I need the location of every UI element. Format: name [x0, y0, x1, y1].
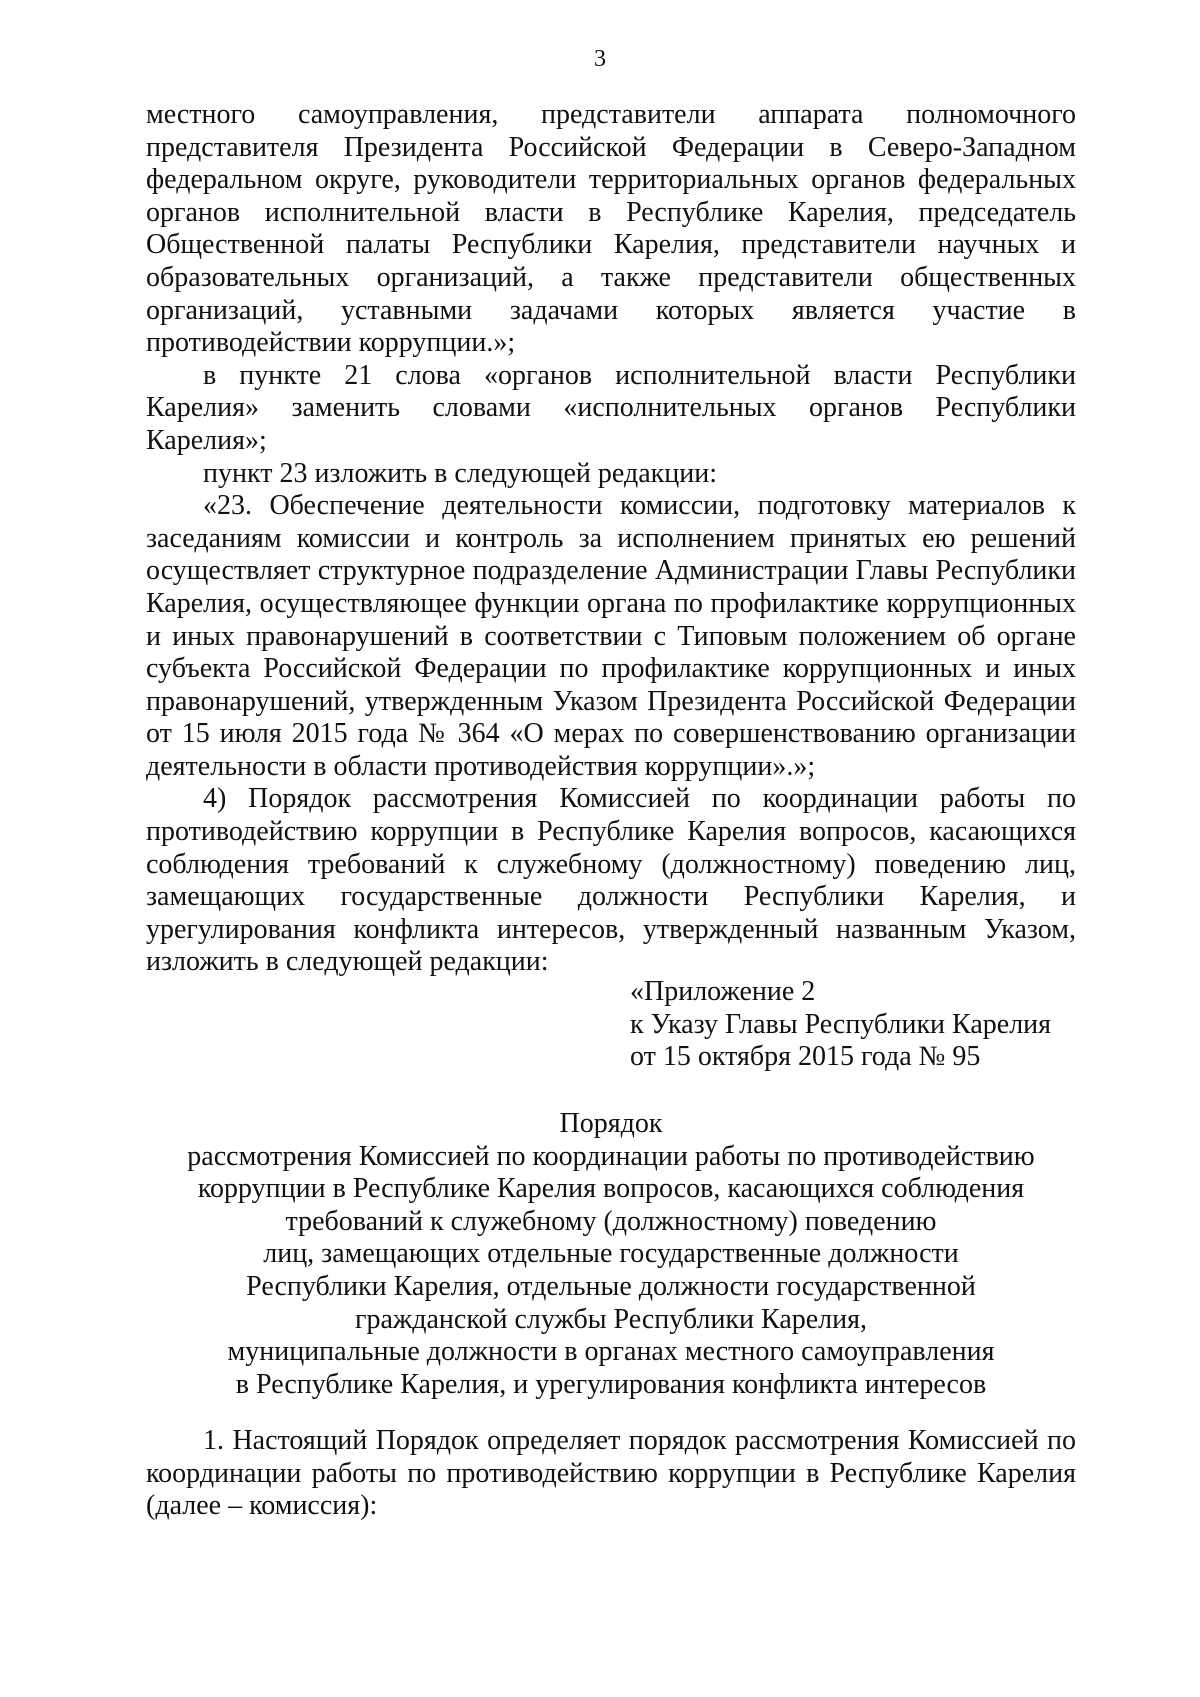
- heading-line: в Республике Карелия, и урегулирования конфликта интересов: [235, 1368, 987, 1400]
- document-heading: [146, 1108, 1076, 1401]
- appendix-line-1: «Приложение 2: [630, 976, 816, 1007]
- closing-section: [146, 1425, 1076, 1523]
- heading-line: Республики Карелия, отдельные должности государственной: [246, 1270, 976, 1302]
- heading-line: требований к служебному (должностному) поведению: [285, 1205, 937, 1237]
- heading-line: лиц, замещающих отдельные государственные должности: [263, 1238, 959, 1270]
- heading-title: Порядок: [559, 1108, 663, 1139]
- paragraph-item-23-text: «23. Обеспечение деятельности комиссии, подготовку материалов к заседаниям комиссии и контроль за исполнением принятых ею решений осуществляет структурное подразделение Администрации Главы Республики Карелия, осуществляющее функции органа по профилактике коррупционных и иных правонарушений в соответствии с Типовым положением об органе субъекта Российской Федерации по профилактике коррупционных и иных правонарушений, утвержденным Указом Президента Российской Федерации от 15 июля 2015 года № 364 «О мерах по совершенствованию организации деятельности в области противодействия коррупции».»;: [146, 490, 1076, 782]
- heading-line: муниципальные должности в органах местного самоуправления: [227, 1336, 995, 1368]
- paragraph-item-21: в пункте 21 слова «органов исполнительной власти Республики Карелия» заменить словами «исполнительных органов Республики Карелия»;: [146, 359, 1076, 456]
- paragraph-continuation: местного самоуправления, представители аппарата полномочного представителя Президента Российской Федерации в Северо-Западном федеральном округе, руководители территориальных органов федеральных органов исполнительной власти в Республике Карелия, председатель Общественной палаты Республики Карелия, представители научных и образовательных организаций, а также представители общественных организаций, уставными задачами которых является участие в противодействии коррупции.»;: [146, 99, 1076, 359]
- heading-line: коррупции в Республике Карелия вопросов, касающихся соблюдения: [197, 1173, 1025, 1205]
- paragraph-point-1: 1. Настоящий Порядок определяет порядок рассмотрения Комиссией по координации работы по противодействию коррупции в Республике Карелия (далее – комиссия):: [146, 1425, 1076, 1522]
- appendix-line-3: от 15 октября 2015 года № 95: [630, 1041, 981, 1073]
- paragraph-item-23-intro: пункт 23 изложить в следующей редакции:: [203, 457, 717, 489]
- heading-line: рассмотрения Комиссией по координации работы по противодействию: [187, 1140, 1035, 1172]
- appendix-header: [630, 976, 1051, 1074]
- page-number: 3: [594, 46, 606, 72]
- heading-line: гражданской службы Республики Карелия,: [354, 1303, 868, 1335]
- paragraph-item-4: 4) Порядок рассмотрения Комиссией по координации работы по противодействию коррупции в Республике Карелия вопросов, касающихся соблюдения требований к служебному (должностному) поведению лиц, замещающих государственные должности Республики Карелия, и урегулирования конфликта интересов, утвержденный названным Указом, изложить в следующей редакции:: [146, 783, 1076, 978]
- appendix-line-2: к Указу Главы Республики Карелия: [630, 1008, 1052, 1040]
- body-text: [146, 99, 1076, 979]
